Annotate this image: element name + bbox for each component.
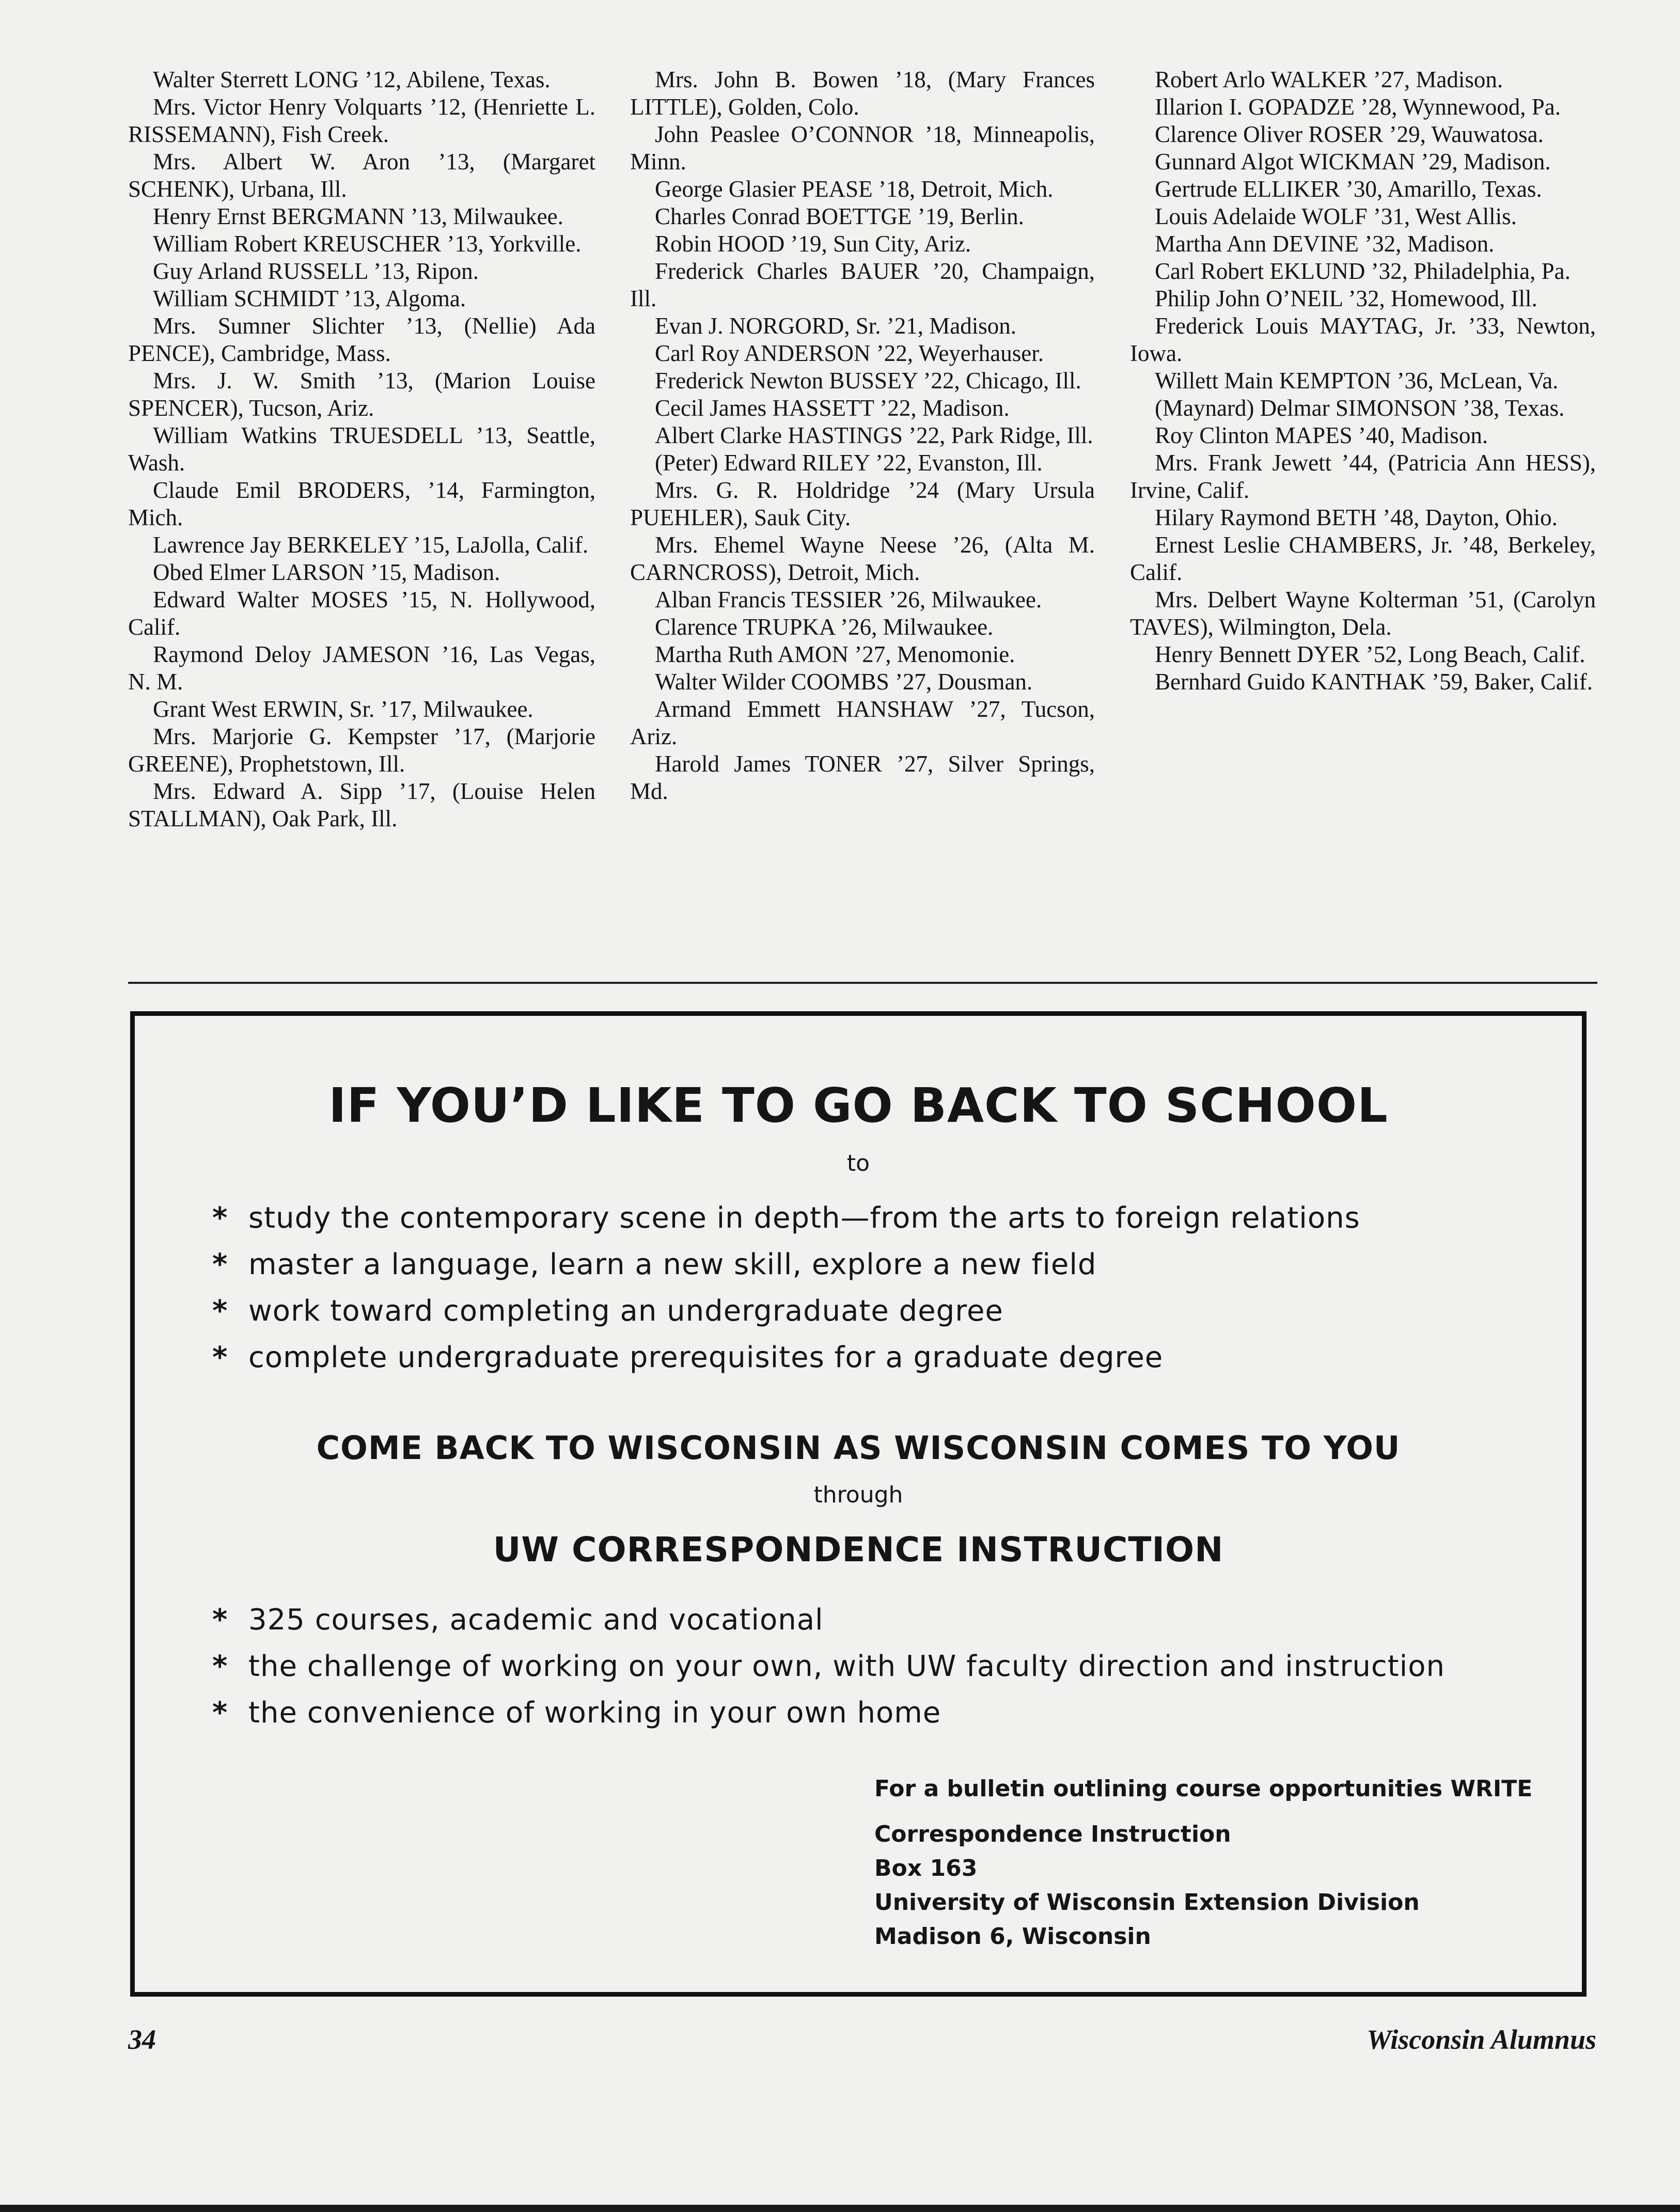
correspondence-ad-box: [130, 1011, 1587, 1997]
address-line: Box 163: [874, 1855, 978, 1881]
obituary-entry: Illarion I. GOPADZE ’28, Wynnewood, Pa.: [1155, 94, 1561, 120]
asterisk-bullet: *: [212, 1201, 228, 1235]
obituary-entry: Raymond Deloy JAMESON ’16, Las Vegas, N. M.: [128, 641, 595, 695]
obituary-entry: Willett Main KEMPTON ’36, McLean, Va.: [1155, 368, 1559, 394]
page-number: 34: [128, 2024, 156, 2055]
list-item-text: the convenience of working in your own home: [248, 1696, 941, 1730]
address-line: Madison 6, Wisconsin: [874, 1923, 1151, 1950]
asterisk-bullet: *: [212, 1696, 228, 1730]
obituary-entry: Grant West ERWIN, Sr. ’17, Milwaukee.: [153, 696, 533, 722]
obituary-entry: Alban Francis TESSIER ’26, Milwaukee.: [655, 587, 1042, 613]
asterisk-bullet: *: [212, 1294, 228, 1328]
obituary-entry: Gunnard Algot WICKMAN ’29, Madison.: [1155, 149, 1551, 175]
obituary-entry: Mrs. Victor Henry Volquarts ’12, (Henriette L. RISSEMANN), Fish Creek.: [128, 94, 595, 147]
list-item: [212, 1690, 1445, 1736]
obituary-entry: Guy Arland RUSSELL ’13, Ripon.: [153, 258, 479, 284]
obituary-entry: Walter Sterrett LONG ’12, Abilene, Texas.: [153, 67, 551, 92]
list-item: [212, 1597, 1445, 1643]
obituary-entry: Mrs. John B. Bowen ’18, (Mary Frances LITTLE), Golden, Colo.: [630, 67, 1095, 120]
list-item-text: study the contemporary scene in depth—from the arts to foreign relations: [248, 1201, 1360, 1235]
ad-headline-2: COME BACK TO WISCONSIN AS WISCONSIN COMES TO YOU: [316, 1429, 1401, 1467]
list-item-text: the challenge of working on your own, with UW faculty direction and instruction: [248, 1650, 1445, 1683]
obituary-entry: Claude Emil BRODERS, ’14, Farmington, Mich.: [128, 477, 595, 530]
obituary-entry: George Glasier PEASE ’18, Detroit, Mich.: [655, 176, 1054, 202]
ad-features-list: [212, 1597, 1445, 1736]
obituary-entry: Ernest Leslie CHAMBERS, Jr. ’48, Berkeley, Calif.: [1130, 532, 1596, 585]
ad-to-label: to: [846, 1150, 870, 1176]
list-item-text: complete undergraduate prerequisites for a graduate degree: [248, 1341, 1164, 1374]
obituary-entry: Henry Ernst BERGMANN ’13, Milwaukee.: [153, 203, 563, 229]
obituary-entry: Bernhard Guido KANTHAK ’59, Baker, Calif.: [1155, 669, 1593, 695]
obituary-entry: Philip John O’NEIL ’32, Homewood, Ill.: [1155, 286, 1537, 311]
ad-through-label: through: [813, 1482, 903, 1508]
obituary-entry: (Peter) Edward RILEY ’22, Evanston, Ill.: [655, 450, 1043, 476]
obituary-entry: Edward Walter MOSES ’15, N. Hollywood, Calif.: [128, 587, 595, 640]
address-line: University of Wisconsin Extension Division: [874, 1889, 1420, 1916]
obituary-entry: Louis Adelaide WOLF ’31, West Allis.: [1155, 203, 1517, 229]
obituary-entry: Albert Clarke HASTINGS ’22, Park Ridge, Ill.: [655, 422, 1093, 448]
obituary-entry: Robin HOOD ’19, Sun City, Ariz.: [655, 231, 971, 257]
publication-title: Wisconsin Alumnus: [1367, 2024, 1596, 2055]
obituary-entry: Carl Robert EKLUND ’32, Philadelphia, Pa.: [1155, 258, 1571, 284]
obituary-entry: William SCHMIDT ’13, Algoma.: [153, 286, 466, 311]
list-item: [212, 1195, 1360, 1242]
obituary-entry: Roy Clinton MAPES ’40, Madison.: [1155, 422, 1488, 448]
asterisk-bullet: *: [212, 1603, 228, 1637]
obituary-entry: Robert Arlo WALKER ’27, Madison.: [1155, 67, 1503, 92]
obituary-entry: (Maynard) Delmar SIMONSON ’38, Texas.: [1155, 395, 1565, 421]
list-item: [212, 1242, 1360, 1288]
obituary-entry: Lawrence Jay BERKELEY ’15, LaJolla, Calif.: [153, 532, 589, 558]
obituary-entry: Cecil James HASSETT ’22, Madison.: [655, 395, 1010, 421]
obituary-entry: Armand Emmett HANSHAW ’27, Tucson, Ariz.: [630, 696, 1095, 749]
asterisk-bullet: *: [212, 1248, 228, 1281]
ad-benefits-list: [212, 1195, 1360, 1381]
obituary-column-2: [630, 66, 1095, 805]
obituary-entry: Clarence TRUPKA ’26, Milwaukee.: [655, 614, 994, 640]
obituary-entry: John Peaslee O’CONNOR ’18, Minneapolis, Minn.: [630, 121, 1095, 175]
obituary-entry: Mrs. J. W. Smith ’13, (Marion Louise SPENCER), Tucson, Ariz.: [128, 368, 595, 421]
obituary-entry: Charles Conrad BOETTGE ’19, Berlin.: [655, 203, 1024, 229]
obituary-entry: Martha Ruth AMON ’27, Menomonie.: [655, 641, 1015, 667]
obituary-entry: William Watkins TRUESDELL ’13, Seattle, Wash.: [128, 422, 595, 476]
scan-bottom-edge: [0, 2205, 1680, 2212]
obituary-entry: Gertrude ELLIKER ’30, Amarillo, Texas.: [1155, 176, 1542, 202]
obituary-entry: Henry Bennett DYER ’52, Long Beach, Calif.: [1155, 641, 1585, 667]
obituary-entry: William Robert KREUSCHER ’13, Yorkville.: [153, 231, 582, 257]
obituary-entry: Mrs. Albert W. Aron ’13, (Margaret SCHENK), Urbana, Ill.: [128, 149, 595, 202]
obituary-entry: Martha Ann DEVINE ’32, Madison.: [1155, 231, 1495, 257]
obituary-entry: Carl Roy ANDERSON ’22, Weyerhauser.: [655, 340, 1044, 366]
obituary-entry: Frederick Louis MAYTAG, Jr. ’33, Newton, Iowa.: [1130, 313, 1596, 366]
list-item-text: master a language, learn a new skill, explore a new field: [248, 1248, 1097, 1281]
obituary-entry: Mrs. Edward A. Sipp ’17, (Louise Helen STALLMAN), Oak Park, Ill.: [128, 778, 595, 832]
asterisk-bullet: *: [212, 1650, 228, 1683]
list-item: [212, 1643, 1445, 1690]
mailing-address-block: [874, 1772, 1532, 1954]
ad-headline: IF YOU’D LIKE TO GO BACK TO SCHOOL: [328, 1078, 1388, 1133]
obituary-entry: Mrs. G. R. Holdridge ’24 (Mary Ursula PUEHLER), Sauk City.: [630, 477, 1095, 530]
obituary-entry: Mrs. Delbert Wayne Kolterman ’51, (Carolyn TAVES), Wilmington, Dela.: [1130, 587, 1596, 640]
obituary-entry: Frederick Charles BAUER ’20, Champaign, Ill.: [630, 258, 1095, 311]
obituary-entry: Mrs. Ehemel Wayne Neese ’26, (Alta M. CARNCROSS), Detroit, Mich.: [630, 532, 1095, 585]
obituary-entry: Walter Wilder COOMBS ’27, Dousman.: [655, 669, 1033, 695]
address-line: Correspondence Instruction: [874, 1821, 1231, 1847]
write-instruction: For a bulletin outlining course opportunities WRITE: [874, 1776, 1533, 1802]
obituary-entry: Clarence Oliver ROSER ’29, Wauwatosa.: [1155, 121, 1544, 147]
obituary-entry: Evan J. NORGORD, Sr. ’21, Madison.: [655, 313, 1017, 339]
obituary-column-1: [128, 66, 595, 833]
section-divider: [128, 982, 1597, 984]
list-item-text: work toward completing an undergraduate degree: [248, 1294, 1003, 1328]
obituary-entry: Mrs. Marjorie G. Kempster ’17, (Marjorie GREENE), Prophetstown, Ill.: [128, 724, 595, 777]
ad-headline-3: UW CORRESPONDENCE INSTRUCTION: [493, 1530, 1224, 1570]
asterisk-bullet: *: [212, 1341, 228, 1374]
list-item-text: 325 courses, academic and vocational: [248, 1603, 824, 1637]
obituary-entry: Frederick Newton BUSSEY ’22, Chicago, Ill.: [655, 368, 1081, 394]
list-item: [212, 1335, 1360, 1381]
obituary-entry: Mrs. Sumner Slichter ’13, (Nellie) Ada PENCE), Cambridge, Mass.: [128, 313, 595, 366]
obituary-entry: Mrs. Frank Jewett ’44, (Patricia Ann HESS), Irvine, Calif.: [1130, 450, 1596, 503]
obituary-column-3: [1130, 66, 1596, 696]
obituary-entry: Hilary Raymond BETH ’48, Dayton, Ohio.: [1155, 505, 1558, 530]
obituary-entry: Harold James TONER ’27, Silver Springs, Md.: [630, 751, 1095, 804]
list-item: [212, 1288, 1360, 1335]
obituary-entry: Obed Elmer LARSON ’15, Madison.: [153, 559, 500, 585]
